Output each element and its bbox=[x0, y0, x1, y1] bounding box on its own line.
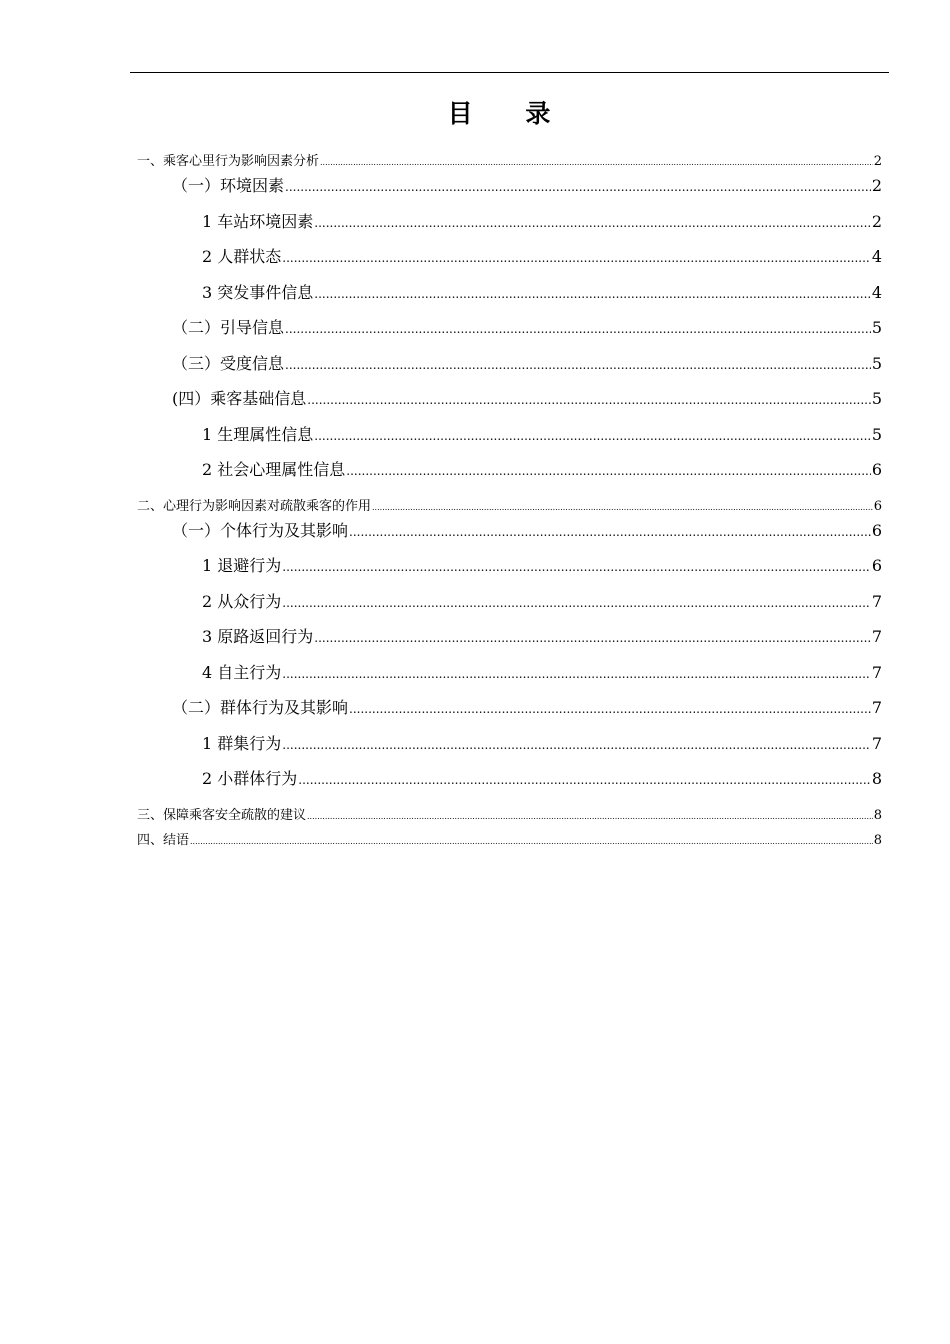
toc-dot-leader bbox=[190, 833, 873, 848]
toc-page-number: 7 bbox=[871, 627, 882, 646]
toc-page-number: 6 bbox=[871, 556, 882, 575]
toc-dot-leader bbox=[282, 592, 871, 611]
toc-entry[interactable] bbox=[137, 495, 882, 514]
toc-entry-label: （一）环境因素 bbox=[172, 176, 285, 195]
toc-page-number: 7 bbox=[871, 592, 882, 611]
toc-page-number: 5 bbox=[871, 354, 882, 373]
toc-dot-leader bbox=[320, 154, 873, 169]
toc-entry-label: 1 车站环境因素 bbox=[202, 212, 314, 231]
toc-entry[interactable] bbox=[137, 804, 882, 823]
toc-entry-label: 1 群集行为 bbox=[202, 734, 282, 753]
toc-entry[interactable] bbox=[172, 518, 882, 541]
toc-entry-label: 2 小群体行为 bbox=[202, 769, 298, 788]
toc-entry[interactable] bbox=[202, 457, 882, 480]
toc-entry[interactable] bbox=[202, 660, 882, 683]
toc-entry[interactable] bbox=[202, 731, 882, 754]
toc-page-number: 8 bbox=[873, 808, 882, 823]
toc-page-number: 4 bbox=[871, 247, 882, 266]
toc-page-number: 5 bbox=[871, 318, 882, 337]
toc-entry-label: (四）乘客基础信息 bbox=[172, 389, 307, 408]
toc-entry-label: 三、保障乘客安全疏散的建议 bbox=[137, 808, 307, 823]
toc-entry[interactable] bbox=[172, 173, 882, 196]
toc-dot-leader bbox=[314, 627, 871, 646]
toc-dot-leader bbox=[307, 808, 873, 823]
toc-entry[interactable] bbox=[202, 553, 882, 576]
toc-entry-label: 3 突发事件信息 bbox=[202, 283, 314, 302]
toc-entry-label: 1 退避行为 bbox=[202, 556, 282, 575]
toc-dot-leader bbox=[285, 318, 871, 337]
toc-dot-leader bbox=[314, 212, 871, 231]
toc-entry[interactable] bbox=[202, 766, 882, 789]
toc-entry-label: 4 自主行为 bbox=[202, 663, 282, 682]
toc-dot-leader bbox=[314, 283, 871, 302]
toc-entry[interactable] bbox=[172, 315, 882, 338]
toc-entry-label: （二）引导信息 bbox=[172, 318, 285, 337]
toc-dot-leader bbox=[282, 247, 871, 266]
toc-page-number: 2 bbox=[873, 154, 882, 169]
toc-page-number: 6 bbox=[871, 521, 882, 540]
toc-page-number: 5 bbox=[871, 389, 882, 408]
toc-entry-label: 2 社会心理属性信息 bbox=[202, 460, 346, 479]
toc-page-number: 7 bbox=[871, 663, 882, 682]
toc-dot-leader bbox=[314, 425, 871, 444]
toc-entry[interactable] bbox=[137, 829, 882, 848]
toc-dot-leader bbox=[282, 663, 871, 682]
toc-entry[interactable] bbox=[202, 589, 882, 612]
toc-entry-label: 2 从众行为 bbox=[202, 592, 282, 611]
toc-dot-leader bbox=[285, 354, 871, 373]
toc-page-number: 5 bbox=[871, 425, 882, 444]
toc-dot-leader bbox=[349, 698, 871, 717]
toc-page-number: 7 bbox=[871, 734, 882, 753]
toc-dot-leader bbox=[349, 521, 871, 540]
toc-dot-leader bbox=[307, 389, 871, 408]
toc-dot-leader bbox=[282, 734, 871, 753]
toc-entry-label: （二）群体行为及其影响 bbox=[172, 698, 349, 717]
toc-page-number: 4 bbox=[871, 283, 882, 302]
toc-entry-label: （一）个体行为及其影响 bbox=[172, 521, 349, 540]
toc-entry[interactable] bbox=[172, 386, 882, 409]
toc-page-number: 8 bbox=[871, 769, 882, 788]
toc-title: 目 录 bbox=[447, 99, 573, 128]
toc-entry-label: 1 生理属性信息 bbox=[202, 425, 314, 444]
toc-entry-label: 3 原路返回行为 bbox=[202, 627, 314, 646]
toc-page-number: 6 bbox=[871, 460, 882, 479]
toc-entry[interactable] bbox=[202, 244, 882, 267]
header-rule bbox=[130, 72, 889, 73]
toc-dot-leader bbox=[282, 556, 871, 575]
toc-entry[interactable] bbox=[172, 695, 882, 718]
toc-page-number: 8 bbox=[873, 833, 882, 848]
toc-page-number: 7 bbox=[871, 698, 882, 717]
toc-dot-leader bbox=[285, 176, 871, 195]
toc-entry-label: （三）受度信息 bbox=[172, 354, 285, 373]
toc-entry[interactable] bbox=[202, 209, 882, 232]
toc-entry[interactable] bbox=[202, 422, 882, 445]
toc-page-number: 2 bbox=[871, 176, 882, 195]
toc-entry-label: 二、心理行为影响因素对疏散乘客的作用 bbox=[137, 499, 372, 514]
toc-dot-leader bbox=[372, 499, 873, 514]
toc-entry[interactable] bbox=[202, 280, 882, 303]
toc-page-number: 2 bbox=[871, 212, 882, 231]
toc-dot-leader bbox=[298, 769, 871, 788]
toc-entry[interactable] bbox=[202, 624, 882, 647]
toc-dot-leader bbox=[346, 460, 871, 479]
toc-entry[interactable] bbox=[137, 150, 882, 169]
toc-page-number: 6 bbox=[873, 499, 882, 514]
toc-entry-label: 一、乘客心里行为影响因素分析 bbox=[137, 154, 320, 169]
toc-entry[interactable] bbox=[172, 351, 882, 374]
toc-entry-label: 四、结语 bbox=[137, 833, 190, 848]
toc-entry-label: 2 人群状态 bbox=[202, 247, 282, 266]
